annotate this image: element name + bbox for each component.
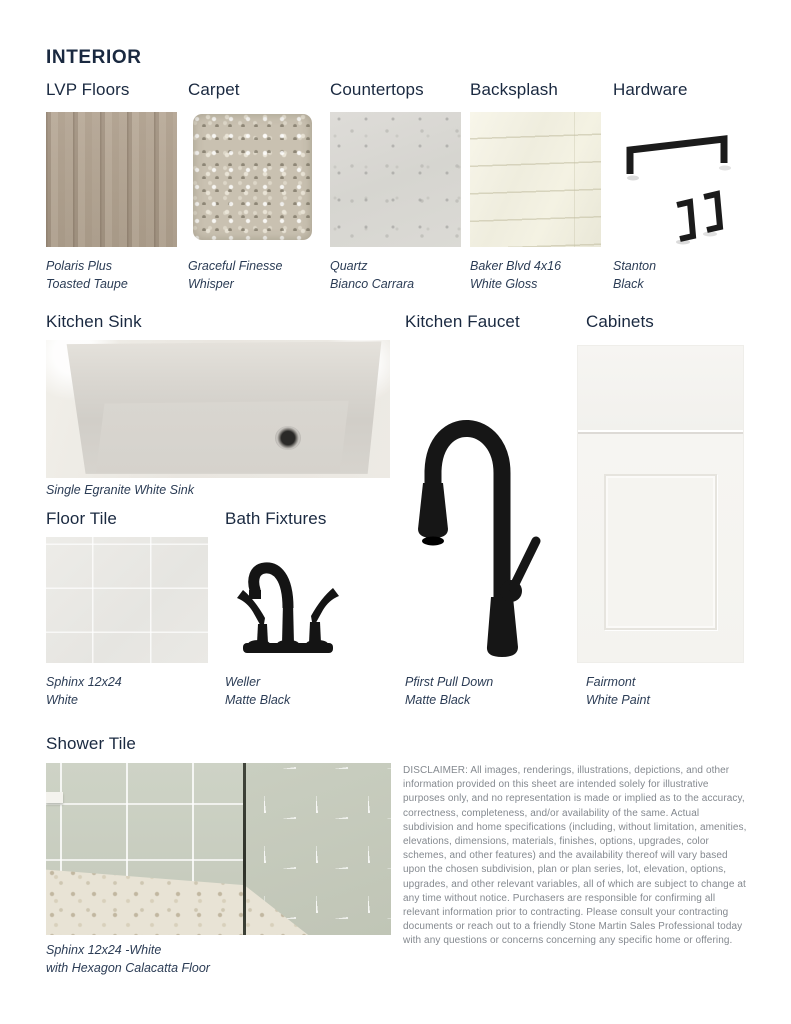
bath-fixture-image [227,540,349,662]
caption-hardware-line1: Stanton [613,259,657,273]
caption-cabinets-line2: White Paint [586,693,650,707]
cabinet-door-image [577,345,744,663]
caption-lvp [46,257,128,293]
caption-lvp-line2: Toasted Taupe [46,277,128,291]
floor-tile-swatch-image [46,537,208,663]
caption-kitchen-faucet [405,673,493,709]
section-header-bath-fixtures: Bath Fixtures [225,509,327,528]
page-title: INTERIOR [46,47,142,68]
caption-bath-fixtures [225,673,290,709]
caption-floor-tile-line2: White [46,693,78,707]
backsplash-swatch-image [470,112,601,247]
caption-kitchen-faucet-line2: Matte Black [405,693,471,707]
caption-countertops-line2: Bianco Carrara [330,277,415,291]
section-header-hardware: Hardware [613,80,688,99]
caption-backsplash [470,257,561,293]
cabinet-drawer-front [578,346,743,432]
section-header-backsplash: Backsplash [470,80,558,99]
section-header-carpet: Carpet [188,80,240,99]
hardware-pulls-image [613,112,744,247]
bath-faucet-icon [227,540,349,662]
carpet-pile-texture [193,114,312,240]
kitchen-faucet-image [405,345,560,663]
kitchen-sink-image [46,340,390,478]
sink-drain [275,426,301,450]
caption-backsplash-line2: White Gloss [470,277,538,291]
shower-ledge [46,792,63,803]
caption-bath-fixtures-line2: Matte Black [225,693,291,707]
caption-shower-tile [46,941,210,977]
section-header-shower-tile: Shower Tile [46,734,136,753]
caption-shower-tile-line2: with Hexagon Calacatta Floor [46,961,210,975]
caption-floor-tile-line1: Sphinx 12x24 [46,675,122,689]
caption-bath-fixtures-line1: Weller [225,675,261,689]
caption-cabinets-line1: Fairmont [586,675,636,689]
kitchen-faucet-icon [405,345,560,663]
caption-carpet-line1: Graceful Finesse [188,259,283,273]
section-header-countertops: Countertops [330,80,424,99]
carpet-swatch-image [188,112,319,247]
section-header-cabinets: Cabinets [586,312,654,331]
countertop-swatch-image [330,112,461,247]
caption-carpet-line2: Whisper [188,277,234,291]
shower-glass-edge [243,763,246,935]
caption-kitchen-sink [46,481,194,499]
cabinet-pull-icon [613,112,744,247]
section-header-kitchen-faucet: Kitchen Faucet [405,312,520,331]
section-header-kitchen-sink: Kitchen Sink [46,312,142,331]
caption-hardware-line2: Black [613,277,644,291]
shower-tile-image [46,763,391,935]
caption-floor-tile [46,673,122,709]
section-header-floor-tile: Floor Tile [46,509,117,528]
caption-lvp-line1: Polaris Plus [46,259,112,273]
section-header-lvp-floors: LVP Floors [46,80,130,99]
caption-kitchen-sink-line1: Single Egranite White Sink [46,483,194,497]
caption-kitchen-faucet-line1: Pfirst Pull Down [405,675,494,689]
caption-carpet [188,257,282,293]
caption-countertops-line1: Quartz [330,259,368,273]
caption-backsplash-line1: Baker Blvd 4x16 [470,259,562,273]
caption-shower-tile-line1: Sphinx 12x24 -White [46,943,162,957]
caption-cabinets [586,673,650,709]
caption-countertops [330,257,414,293]
caption-hardware [613,257,656,293]
disclaimer-text: DISCLAIMER: All images, renderings, illustrations, depictions, and other information provided on this sheet are intended solely for illustrative purposes only, and no representation is made or implied as to the accuracy, correctness, completeness, and/or availability of the same. Actual subdivision and home specifications (including, without limitation, amenities, elevations, dimensions, materials, finishes, options, upgrades, color schemes, and other features) and the availability thereof will vary based upon the chosen subdivision, plan or plan series, lot, elevation, options, upgrades, and other relevant variables, all of which are subject to change at any time without notice. Purchasers are responsible for confirming all relevant information prior to contracting. Please consult your contracting documents or reach out to a friendly Stone Martin Sales Professional today with any questions or concerns concerning any specific home or offering. [403,765,747,947]
cabinet-door-panel [604,474,717,630]
lvp-floor-swatch-image [46,112,177,247]
